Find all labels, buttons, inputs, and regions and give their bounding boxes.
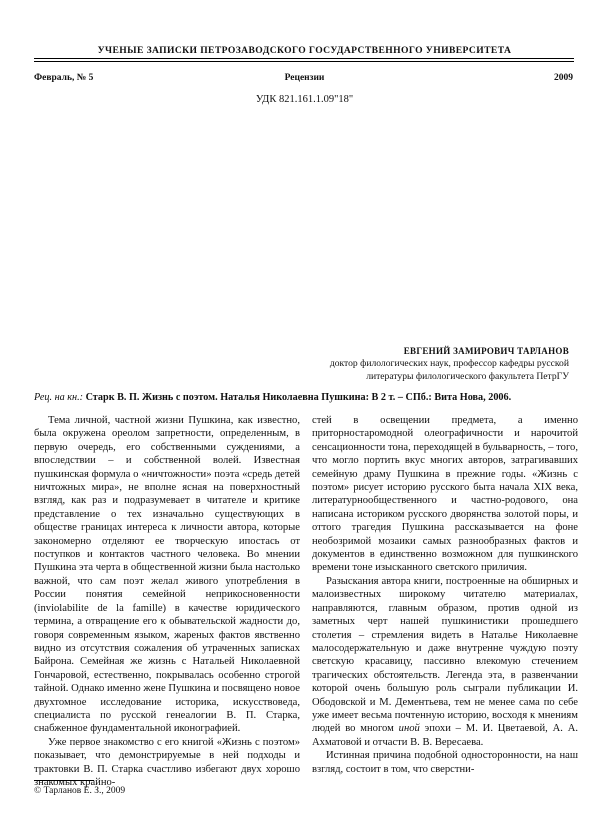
journal-title: УЧЕНЫЕ ЗАПИСКИ ПЕТРОЗАВОДСКОГО ГОСУДАРСТВЕННОГО УНИВЕРСИТЕТА [97,45,512,56]
paragraph: стей в освещении предмета, а именно приторностаромодной олеографичности и нарочитой сенсационности тона, переходящей в бульварность, – того, что могло портить вкус многих авторов, затрагивавших семейную драму Пушкина в прежние годы. «Жизнь с поэтом» рисует историю русского быта начала XIX века, литературнообщественного и частно-родового, она написана историком русского дворянства золотой поры, и оттого трагедия Пушкина рассказывается на фоне необозримой мозаики самых разнообразных фактов и документов в единственно возможном для пушкинского времени тоне изысканного светского приличия. [312,415,578,574]
book-citation: Старк В. П. Жизнь с поэтом. Наталья Николаевна Пушкина: В 2 т. – СПб.: Вита Нова, 2006. [85,392,512,403]
paragraph: Истинная причина подобной односторонности, на наш взгляд, состоит в том, что сверстни- [312,750,578,775]
section-label: Рецензии [284,73,325,83]
paragraph: Уже первое знакомство с его книгой «Жизнь с поэтом» показывает, что демонстрируемые в ней подходы и трактовки В. П. Старка счастливо избегают двух хорошо знакомых крайно- [34,736,300,788]
body-column-right [312,414,578,776]
emphasis: иной [398,723,420,735]
text-run: Разыскания автора книги, построенные на обширных и малоизвестных широкому читателю материалах, направляются, главным образом, против одной из заметных черт нашей пушкинистики прошедшего столетия – стремления видеть в Наталье Николаевне малосодержательную и даже внутренне чуждую поэту светскую красавицу, пассивно влекомую стечением трагических обстоятельств. Легенда эта, в развенчании которой очень большую роль сыграли публикации И. Ободовской и М. Дементьева, тем не менее сама по себе уже имеет весьма почтенную историю, восходя к мнениям людей во многом [312,575,578,735]
year-label: 2009 [554,73,573,83]
paragraph: Тема личной, частной жизни Пушкина, как известно, была окружена ореолом запретности, определенным, в первую очередь, его собственными суждениями, а впоследствии – и собственной волей. Известная пушкинская формула о «ничтожности» поэта «средь детей ничтожных мира», не вполне ясная на поверхностный взгляд, как раз и подразумевает в читателе и критике представление о тех изначально существующих в обществе границах интереса к личности автора, которые закономерно отделяют ее творческую ипостась от поступков и контактов частного человека. Во мнении Пушкина эта черта в общественной жизни была настолько важной, что сам поэт желал живого употребления в России понятия семейной неприкосновенности (inviolabilite de la famille) в качестве юридического термина, а отвращение его к обывательской жадности до, говоря современным языком, жареных фактов явственно видно из отсутствия сожаления об утраченных записках Байрона. Семейная же жизнь с Натальей Николаевной Гончаровой, естественно, покрывалась особенно строгой тайной. Однако именно жене Пушкина и посвящено новое двухтомное исследование историка, искусствоведа, специалиста по русской генеалогии В. П. Старка, снабженное фундаментальной иконографией. [34,415,300,735]
author-affiliation: доктор филологических наук, профессор кафедры русской литературы филологического факультета ПетрГУ [329,358,569,382]
udk-code: УДК 821.161.1.09"18" [255,94,354,105]
author-name: ЕВГЕНИЙ ЗАМИРОВИЧ ТАРЛАНОВ [403,346,569,356]
footnote-rule [34,780,94,781]
review-citation [34,392,579,403]
text-run: эпохи – М. И. Цветаевой, А. А. Ахматовой и отчасти В. В. Вересаева. [312,723,579,748]
header-rule [34,58,574,59]
paragraph [312,575,578,749]
copyright: © Тарланов Е. З., 2009 [34,786,126,796]
body-column-left [34,414,300,789]
issue-label: Февраль, № 5 [34,73,94,83]
header-rule-double [34,61,574,62]
review-label: Рец. на кн.: [34,392,84,403]
